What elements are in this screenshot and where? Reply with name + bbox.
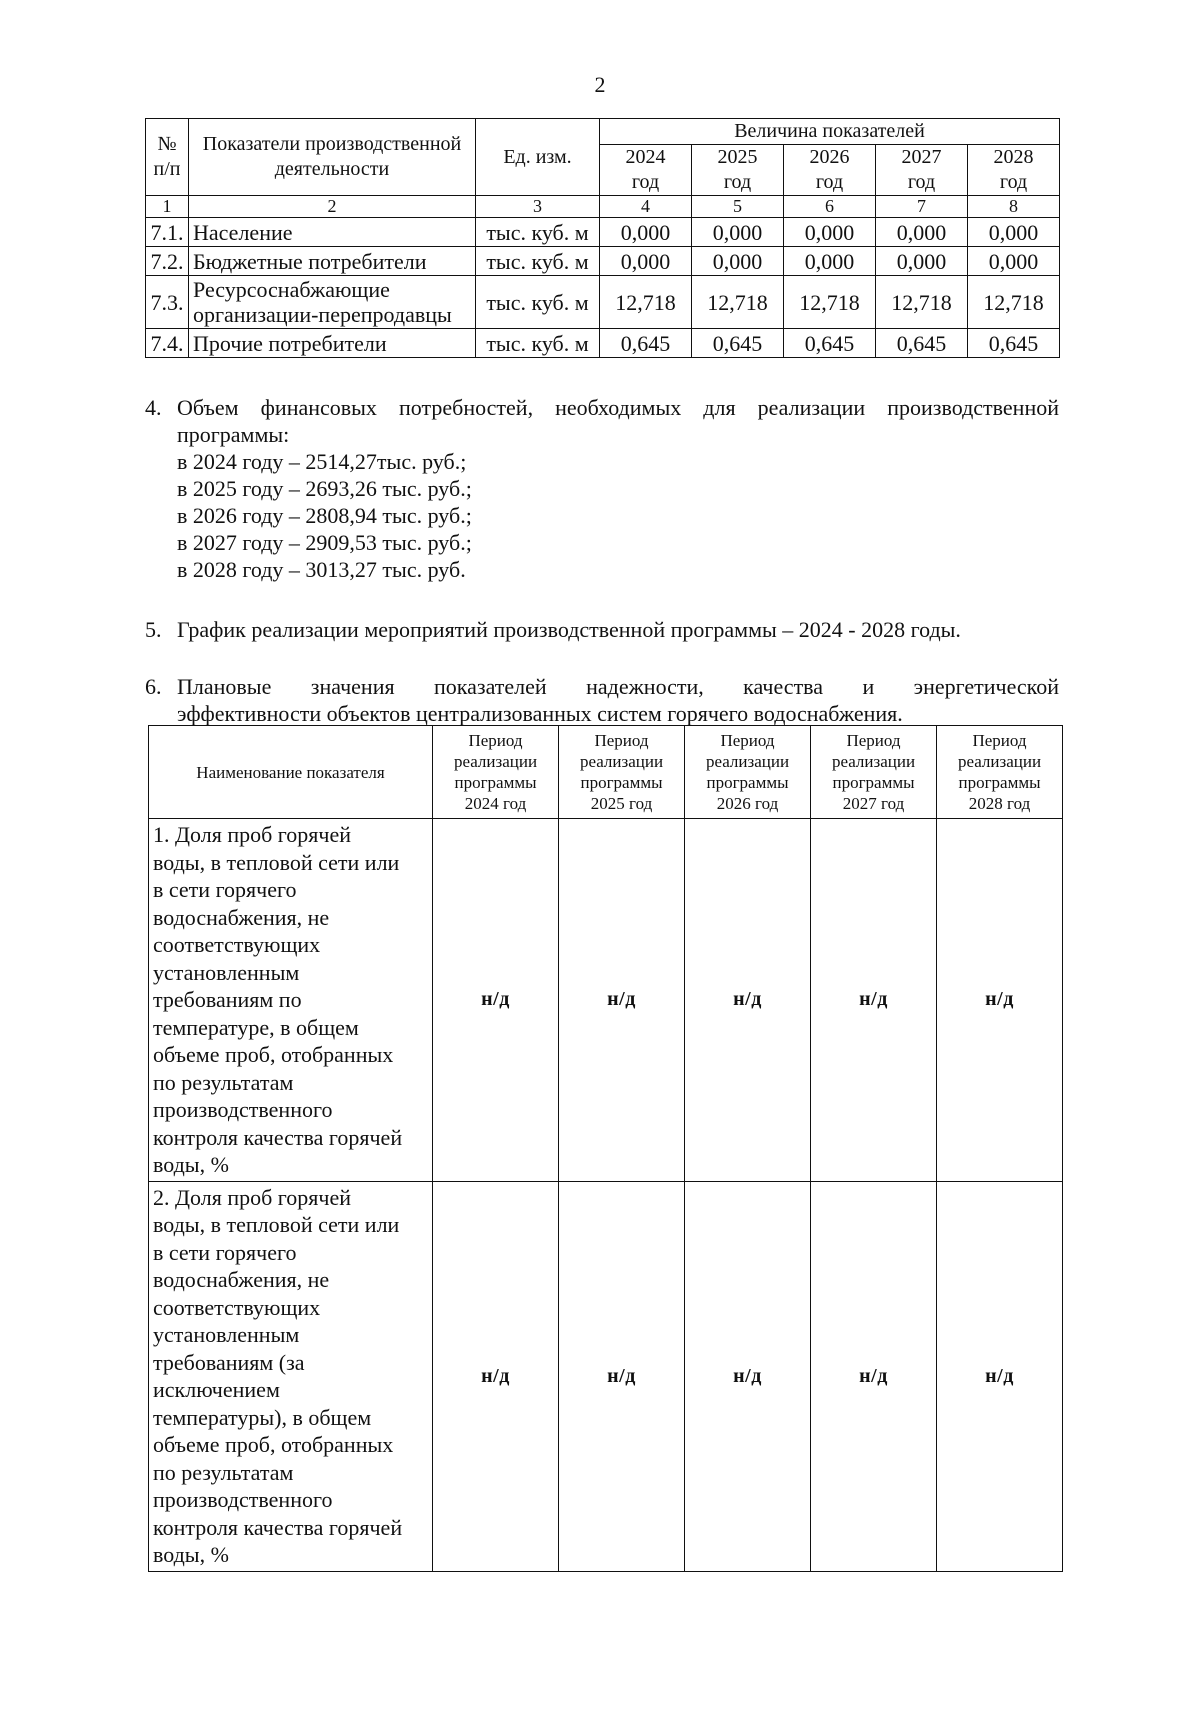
indicator-value: н/д xyxy=(937,819,1063,1182)
indicator-value: н/д xyxy=(559,819,685,1182)
list-item: в 2027 году – 2909,53 тыс. руб.; xyxy=(177,530,472,555)
header-year: 2027 год xyxy=(876,145,968,196)
table-row: 7.1. Население тыс. куб. м 0,000 0,000 0,000 0,000 0,000 xyxy=(146,218,1060,247)
header-period: Период реализации программы 2026 год xyxy=(685,726,811,819)
section-number: 5. xyxy=(145,617,162,642)
table-row: 7.4. Прочие потребители тыс. куб. м 0,645 0,645 0,645 0,645 0,645 xyxy=(146,329,1060,358)
header-unit: Ед. изм. xyxy=(476,119,600,196)
table-row: 7.2. Бюджетные потребители тыс. куб. м 0,000 0,000 0,000 0,000 0,000 xyxy=(146,247,1060,276)
indicator-value: н/д xyxy=(811,819,937,1182)
indicator-label: 2. Доля проб горячей воды, в тепловой сети или в сети горячего водоснабжения, не соответствующих установленным требованиям (за исключением температуры), в общем объеме проб, отобранных по результатам производственного контроля качества горячей воды, % xyxy=(149,1181,433,1571)
list-item: в 2025 году – 2693,26 тыс. руб.; xyxy=(177,476,472,501)
header-indicator: Показатели производственной деятельности xyxy=(189,119,476,196)
indicator-value: н/д xyxy=(685,1181,811,1571)
section-text: График реализации мероприятий производственной программы – 2024 - 2028 годы. xyxy=(177,617,961,642)
list-item: в 2024 году – 2514,27тыс. руб.; xyxy=(177,449,467,474)
header-period: Период реализации программы 2028 год xyxy=(937,726,1063,819)
indicator-value: н/д xyxy=(433,1181,559,1571)
section-text: эффективности объектов централизованных систем горячего водоснабжения. xyxy=(177,701,903,726)
header-year: 2028 год xyxy=(968,145,1060,196)
section-planned-values xyxy=(145,673,1059,727)
indicator-value: н/д xyxy=(433,819,559,1182)
section-schedule xyxy=(145,616,1059,643)
header-number: № п/п xyxy=(146,119,189,196)
section-number: 6. xyxy=(145,674,162,699)
header-period: Период реализации программы 2027 год xyxy=(811,726,937,819)
header-period: Период реализации программы 2024 год xyxy=(433,726,559,819)
indicator-value: н/д xyxy=(811,1181,937,1571)
indicator-label: 1. Доля проб горячей воды, в тепловой сети или в сети горячего водоснабжения, не соответствующих установленным требованиям по температуре, в общем объеме проб, отобранных по результатам производственного контроля качества горячей воды, % xyxy=(149,819,433,1182)
index-row: 1 2 3 4 5 6 7 8 xyxy=(146,196,1060,218)
header-indicator-name: Наименование показателя xyxy=(149,726,433,819)
header-year: 2025 год xyxy=(692,145,784,196)
section-text: Объем финансовых потребностей, необходимых для реализации производственной xyxy=(177,395,1059,420)
planned-indicators-table xyxy=(148,725,1063,1572)
header-values: Величина показателей xyxy=(600,119,1060,145)
header-year: 2026 год xyxy=(784,145,876,196)
section-financial-needs xyxy=(145,394,1059,583)
list-item: в 2026 году – 2808,94 тыс. руб.; xyxy=(177,503,472,528)
table-row xyxy=(149,1181,1063,1571)
indicator-value: н/д xyxy=(559,1181,685,1571)
table-row xyxy=(149,819,1063,1182)
table-row: 7.3. Ресурсоснабжающие организации-перепродавцы тыс. куб. м 12,718 12,718 12,718 12,718 12,718 xyxy=(146,276,1060,329)
section-text: Плановые значения показателей надежности, качества и энергетической xyxy=(177,674,1059,699)
production-indicators-table xyxy=(145,118,1060,358)
header-year: 2024 год xyxy=(600,145,692,196)
section-number: 4. xyxy=(145,395,162,420)
list-item: в 2028 году – 3013,27 тыс. руб. xyxy=(177,557,466,582)
indicator-value: н/д xyxy=(937,1181,1063,1571)
indicator-value: н/д xyxy=(685,819,811,1182)
section-text: программы: xyxy=(177,422,290,447)
header-period: Период реализации программы 2025 год xyxy=(559,726,685,819)
page-number: 2 xyxy=(594,72,606,97)
